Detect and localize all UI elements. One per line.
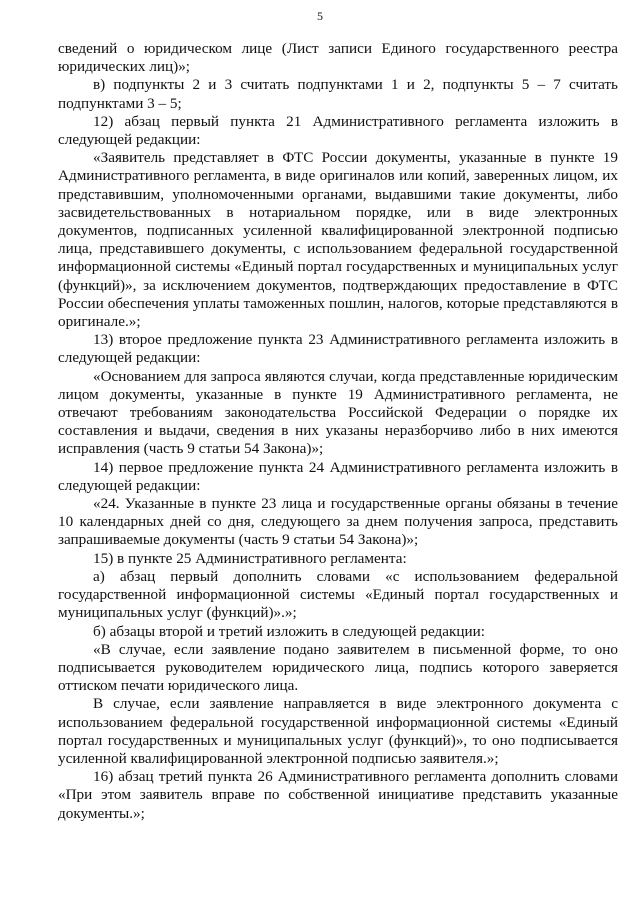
paragraph-subitem-a: а) абзац первый дополнить словами «с использованием федеральной государственной информационной системы «Единый портал государственных и муниципальных услуг (функций)».»; xyxy=(58,567,618,622)
paragraph-item-13: 13) второе предложение пункта 23 Административного регламента изложить в следующей редакции: xyxy=(58,331,618,367)
paragraph-quote-written-form: «В случае, если заявление подано заявителем в письменной форме, то оно подписывается руководителем юридического лица, подпись которого заверяется оттиском печати юридического лица. xyxy=(58,640,618,695)
paragraph-subitem-v: в) подпункты 2 и 3 считать подпунктами 1 и 2, подпункты 5 – 7 считать подпунктами 3 – 5; xyxy=(58,76,618,112)
paragraph-item-14: 14) первое предложение пункта 24 Административного регламента изложить в следующей редакции: xyxy=(58,458,618,494)
paragraph-continuation: сведений о юридическом лице (Лист записи Единого государственного реестра юридических лиц)»; xyxy=(58,40,618,76)
paragraph-item-16: 16) абзац третий пункта 26 Административного регламента дополнить словами «При этом заявитель вправе по собственной инициативе представить указанные документы.»; xyxy=(58,768,618,822)
paragraph-item-12: 12) абзац первый пункта 21 Административного регламента изложить в следующей редакции: xyxy=(58,112,618,149)
paragraph-item-15: 15) в пункте 25 Административного регламента: xyxy=(93,549,407,567)
page-number: 5 xyxy=(317,9,323,23)
paragraph-subitem-b: б) абзацы второй и третий изложить в следующей редакции: xyxy=(93,622,485,640)
paragraph-quote-item-21: «Заявитель представляет в ФТС России документы, указанные в пункте 19 Административного регламента, в виде оригиналов или копий, заверенных лицом, их представившим, уполномоченными органами, выдавшими такие документы, либо засвидетельствованных в нотариальном порядке, или в виде электронных документов, подписанных усиленной квалифицированной электронной подписью лица, представившего документы, с использованием федеральной государственной информационной системы «Единый портал государственных и муниципальных услуг (функций)», за исключением документов, подтверждающих предоставление в ФТС России обеспечения уплаты таможенных пошлин, налогов, которые представляются в оригинале.»; xyxy=(58,149,618,331)
paragraph-quote-item-24: «24. Указанные в пункте 23 лица и государственные органы обязаны в течение 10 календарных дней со дня, следующего за днем получения запроса, представить запрашиваемые документы (часть 9 статьи 54 Закона)»; xyxy=(58,495,618,549)
paragraph-quote-electronic-form: В случае, если заявление направляется в виде электронного документа с использованием федеральной государственной информационной системы «Единый портал государственных и муниципальных услуг (функций)», то оно подписывается усиленной квалифицированной электронной подписью заявителя.»; xyxy=(58,695,618,767)
paragraph-quote-item-23: «Основанием для запроса являются случаи, когда представленные юридическим лицом документы, указанные в пункте 19 Административного регламента, не отвечают требованиям законодательства Российской Федерации о порядке их составления и выдачи, сведения в них указаны неразборчиво либо в них имеются исправления (часть 9 статьи 54 Закона)»; xyxy=(58,367,618,458)
document-body xyxy=(58,40,618,823)
